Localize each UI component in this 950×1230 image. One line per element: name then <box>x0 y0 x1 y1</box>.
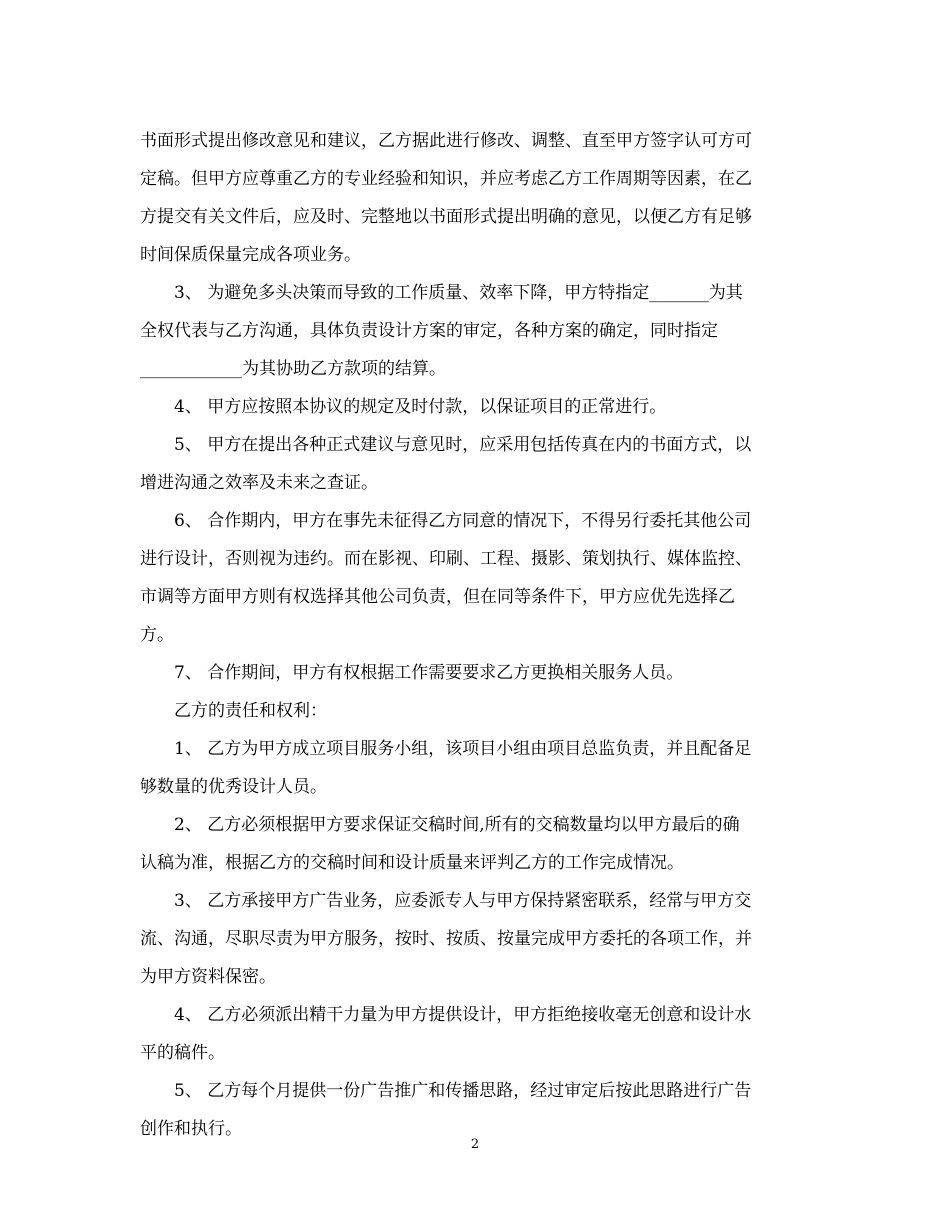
text-line: 市调等方面甲方则有权选择其他公司负责，但在同等条件下，甲方应优先选择乙 <box>140 587 735 607</box>
text-line: 6、 合作期内，甲方在事先未征得乙方同意的情况下，不得另行委托其他公司 <box>174 511 752 531</box>
text-line: 认稿为准，根据乙方的交稿时间和设计质量来评判乙方的工作完成情况。 <box>140 853 684 873</box>
text-line: 3、 乙方承接甲方广告业务，应委派专人与甲方保持紧密联系，经常与甲方交 <box>174 891 752 911</box>
text-line: 定稿。但甲方应尊重乙方的专业经验和知识，并应考虑乙方工作周期等因素，在乙 <box>140 169 752 189</box>
text-line: 1、 乙方为甲方成立项目服务小组，该项目小组由项目总监负责，并且配备足 <box>174 739 752 759</box>
text-line: ____________为其协助乙方款项的结算。 <box>140 359 446 379</box>
text-line: 7、 合作期间，甲方有权根据工作需要要求乙方更换相关服务人员。 <box>174 663 684 683</box>
text-line: 方。 <box>140 625 174 645</box>
text-line: 书面形式提出修改意见和建议，乙方据此进行修改、调整、直至甲方签字认可方可 <box>140 131 752 151</box>
text-line: 增进沟通之效率及未来之查证。 <box>140 473 378 493</box>
page-number: 2 <box>470 1137 480 1152</box>
text-line: 时间保质保量完成各项业务。 <box>140 245 361 265</box>
text-line: 创作和执行。 <box>140 1119 242 1139</box>
text-line: 进行设计，否则视为违约。而在影视、印刷、工程、摄影、策划执行、媒体监控、 <box>140 549 752 569</box>
text-line: 为甲方资料保密。 <box>140 967 276 987</box>
text-line: 2、 乙方必须根据甲方要求保证交稿时间,所有的交稿数量均以甲方最后的确 <box>174 815 740 835</box>
section-heading: 乙方的责任和权利： <box>174 701 327 721</box>
text-line: 够数量的优秀设计人员。 <box>140 777 327 797</box>
text-line: 5、 甲方在提出各种正式建议与意见时，应采用包括传真在内的书面方式，以 <box>174 435 752 455</box>
text-line: 4、 甲方应按照本协议的规定及时付款，以保证项目的正常进行。 <box>174 397 667 417</box>
text-line: 方提交有关文件后，应及时、完整地以书面形式提出明确的意见，以便乙方有足够 <box>140 207 752 227</box>
text-line: 4、 乙方必须派出精干力量为甲方提供设计，甲方拒绝接收毫无创意和设计水 <box>174 1005 752 1025</box>
text-line: 5、 乙方每个月提供一份广告推广和传播思路，经过审定后按此思路进行广告 <box>174 1081 752 1101</box>
text-line: 全权代表与乙方沟通，具体负责设计方案的审定，各种方案的确定，同时指定 <box>140 321 718 341</box>
text-line: 流、沟通，尽职尽责为甲方服务，按时、按质、按量完成甲方委托的各项工作，并 <box>140 929 752 949</box>
text-line: 平的稿件。 <box>140 1043 225 1063</box>
text-line: 3、 为避免多头决策而导致的工作质量、效率下降，甲方特指定_______为其 <box>174 283 743 303</box>
